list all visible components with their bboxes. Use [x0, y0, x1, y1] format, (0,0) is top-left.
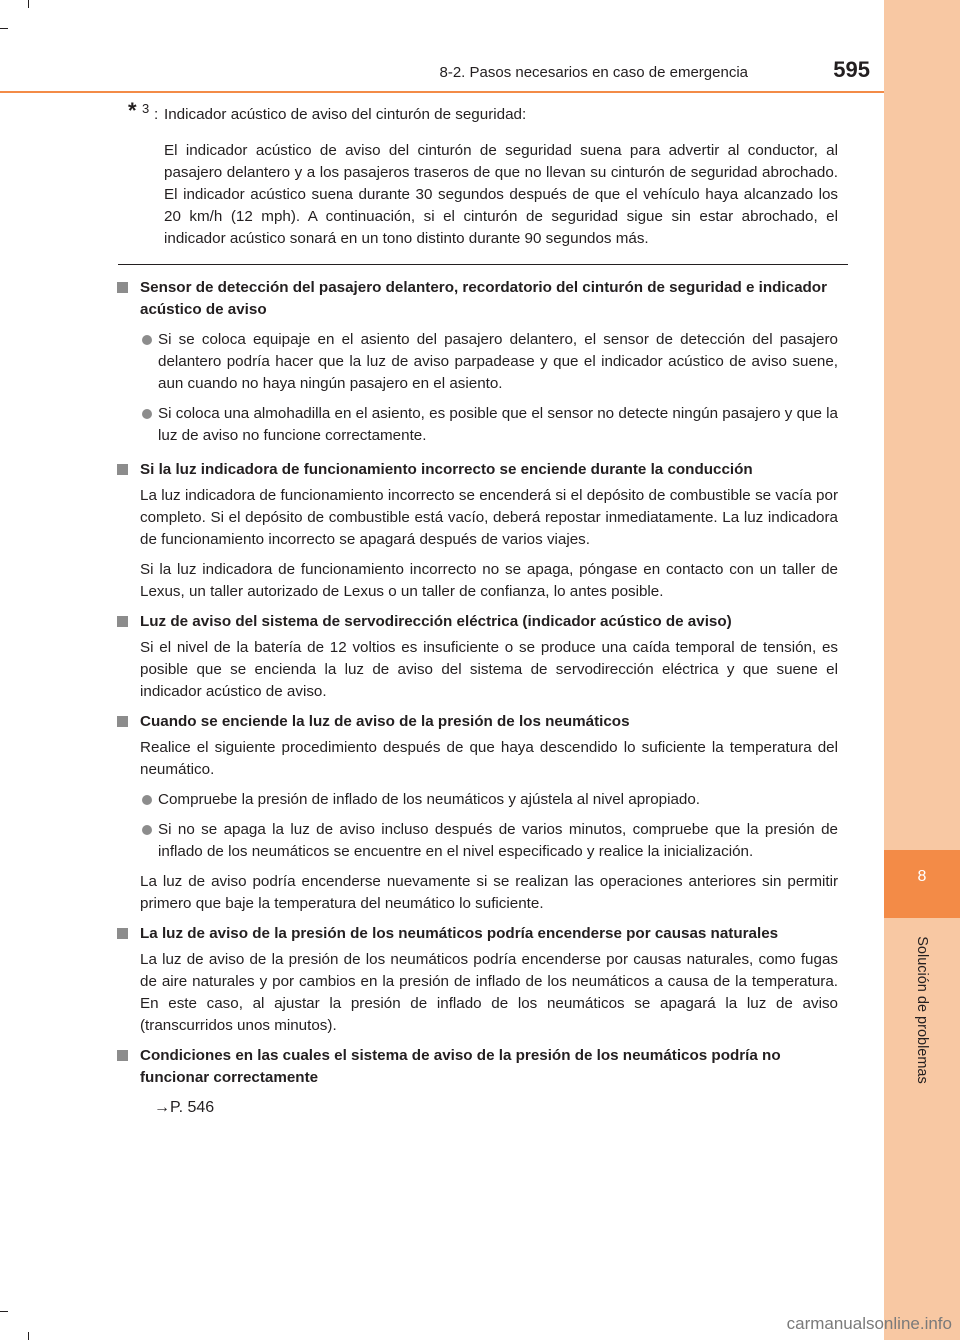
- bullet-item: Si se coloca equipaje en el asiento del pasajero delantero, el sensor de detección del pasajero delantero podría hacer que la luz de aviso parpadease y que el indicador acústico de aviso suene, aun cuando no haya ningún pasajero en el asiento.: [128, 329, 838, 395]
- section-heading: Cuando se enciende la luz de aviso de la presión de los neumáticos: [128, 711, 838, 733]
- paragraph: Realice el siguiente procedimiento después de que haya descendido lo suficiente la temperatura del neumático.: [140, 739, 838, 778]
- watermark: carmanualsonline.info: [786, 1314, 952, 1333]
- footnote-body: El indicador acústico de aviso del cinturón de seguridad suena para advertir al conductor, al pasajero delantero y a los pasajeros traseros de que no llevan su cinturón de seguridad abrochado. El indicador acústico suena durante 30 segundos después de que el vehículo haya alcanzado los 20 km/h (12 mph). A continuación, si el cinturón de seguridad sigue sin estar abrochado, el indicador acústico sonará en un tono distinto durante 90 segundos más.: [164, 142, 838, 247]
- bullet-item: Si no se apaga la luz de aviso incluso después de varios minutos, compruebe que la presión de inflado de los neumáticos se encuentre en el nivel especificado y realice la inicialización.: [128, 819, 838, 863]
- paragraph: La luz indicadora de funcionamiento incorrecto se encenderá si el depósito de combustible se vacía por completo. Si el depósito de combustible está vacío, deberá repostar inmediatamente. La luz indicadora de funcionamiento incorrecto se apagará después de varios viajes.: [140, 487, 838, 548]
- header-rule: [0, 91, 884, 93]
- section-heading: Si la luz indicadora de funcionamiento incorrecto se enciende durante la conducción: [128, 459, 838, 481]
- crop-mark: [28, 1332, 29, 1340]
- footnote-index: 3: [142, 101, 150, 116]
- bullet-item: Si coloca una almohadilla en el asiento, es posible que el sensor no detecte ningún pasajero y que la luz de aviso no funcione correctamente.: [128, 403, 838, 447]
- crop-mark: [0, 28, 8, 29]
- section-heading: Luz de aviso del sistema de servodirección eléctrica (indicador acústico de aviso): [128, 611, 838, 633]
- page-reference-link[interactable]: →P. 546: [154, 1099, 215, 1116]
- bullet-item: Compruebe la presión de inflado de los neumáticos y ajústela al nivel apropiado.: [128, 789, 838, 811]
- paragraph: La luz de aviso de la presión de los neumáticos podría encenderse por causas naturales, como fugas de aire naturales y por cambios en la presión de inflado de los neumáticos a causa de la temperatura. En este caso, al ajustar la presión de inflado de los neumáticos se apagará la luz de aviso (transcurridos unos minutos).: [140, 951, 838, 1034]
- chapter-side-tab: [884, 0, 960, 1340]
- footnote-asterisk: *: [128, 98, 137, 123]
- crop-mark: [28, 0, 29, 8]
- footnote-colon: :: [154, 106, 159, 123]
- footnote-title-line: [128, 98, 838, 126]
- section-heading: Sensor de detección del pasajero delantero, recordatorio del cinturón de seguridad e indicador acústico de aviso: [128, 277, 838, 321]
- chapter-number: 8: [917, 868, 927, 885]
- header-section-title: 8-2. Pasos necesarios en caso de emergencia: [439, 64, 748, 81]
- footnote-title: Indicador acústico de aviso del cinturón de seguridad:: [164, 106, 527, 123]
- section-heading: La luz de aviso de la presión de los neumáticos podría encenderse por causas naturales: [128, 923, 838, 945]
- crop-mark: [0, 1311, 8, 1312]
- paragraph: La luz de aviso podría encenderse nuevamente si se realizan las operaciones anteriores sin permitir primero que baje la temperatura del neumático lo suficiente.: [140, 873, 838, 912]
- page-content: [128, 98, 838, 1119]
- chapter-title: Solución de problemas: [914, 936, 930, 1084]
- paragraph: Si el nivel de la batería de 12 voltios es insuficiente o se produce una caída temporal de tensión, es posible que se encienda la luz de aviso del sistema de servodirección eléctrica y que suene el indicador acústico de aviso.: [140, 639, 838, 700]
- section-heading: Condiciones en las cuales el sistema de aviso de la presión de los neumáticos podría no funcionar correctamente: [128, 1045, 838, 1089]
- paragraph: Si la luz indicadora de funcionamiento incorrecto no se apaga, póngase en contacto con un taller de Lexus, un taller autorizado de Lexus o un taller de confianza, lo antes posible.: [140, 561, 838, 600]
- page-number: 595: [833, 57, 870, 82]
- section-divider: [118, 264, 848, 265]
